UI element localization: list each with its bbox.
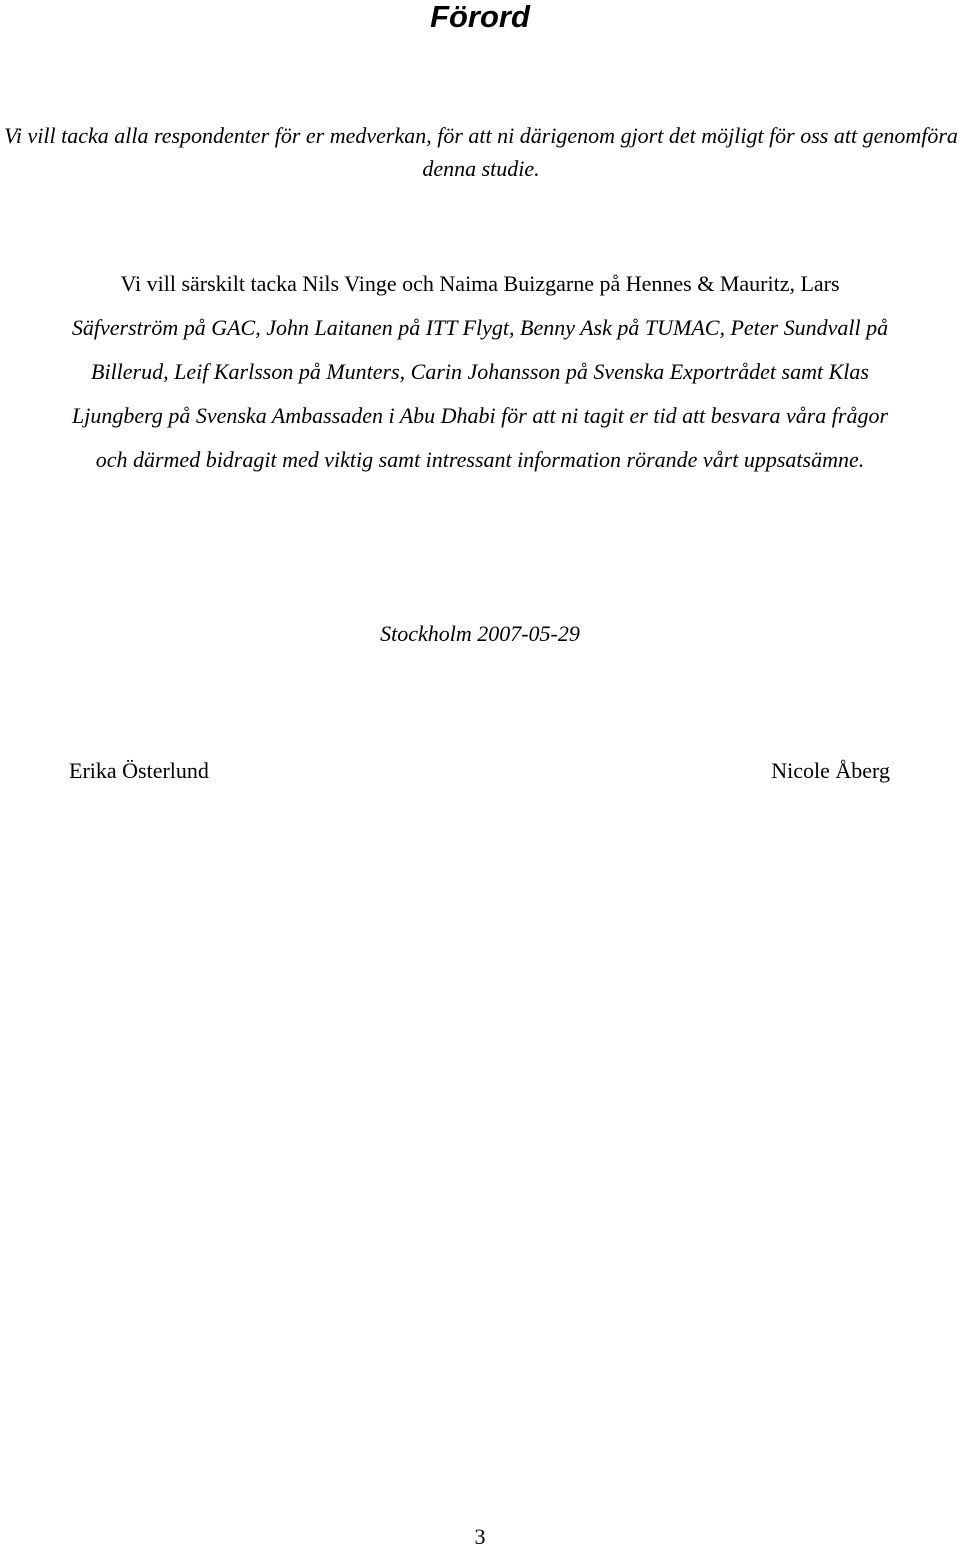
signature-right: Nicole Åberg bbox=[771, 758, 890, 783]
intro-paragraph: Vi vill tacka alla respondenter för er medverkan, för att ni därigenom gjort det möjligt för oss att genomföra denna studie. bbox=[4, 123, 958, 181]
acknowledgement-line-1: Vi vill särskilt tacka Nils Vinge och Naima Buizgarne på Hennes & Mauritz, Lars bbox=[120, 271, 840, 296]
page-title: Förord bbox=[430, 0, 530, 34]
acknowledgement-line-3: Billerud, Leif Karlsson på Munters, Carin Johansson på Svenska Exportrådet samt Klas bbox=[91, 359, 869, 384]
place-date: Stockholm 2007-05-29 bbox=[380, 621, 580, 646]
acknowledgement-line-4: Ljungberg på Svenska Ambassaden i Abu Dhabi för att ni tagit er tid att besvara våra frågor bbox=[71, 403, 889, 428]
signature-left: Erika Österlund bbox=[69, 758, 209, 783]
acknowledgement-line-5: och därmed bidragit med viktig samt intressant information rörande vårt uppsatsämne. bbox=[95, 447, 865, 472]
page-number: 3 bbox=[474, 1524, 486, 1549]
acknowledgement-line-2: Säfverström på GAC, John Laitanen på ITT Flygt, Benny Ask på TUMAC, Peter Sundvall på bbox=[71, 315, 889, 340]
